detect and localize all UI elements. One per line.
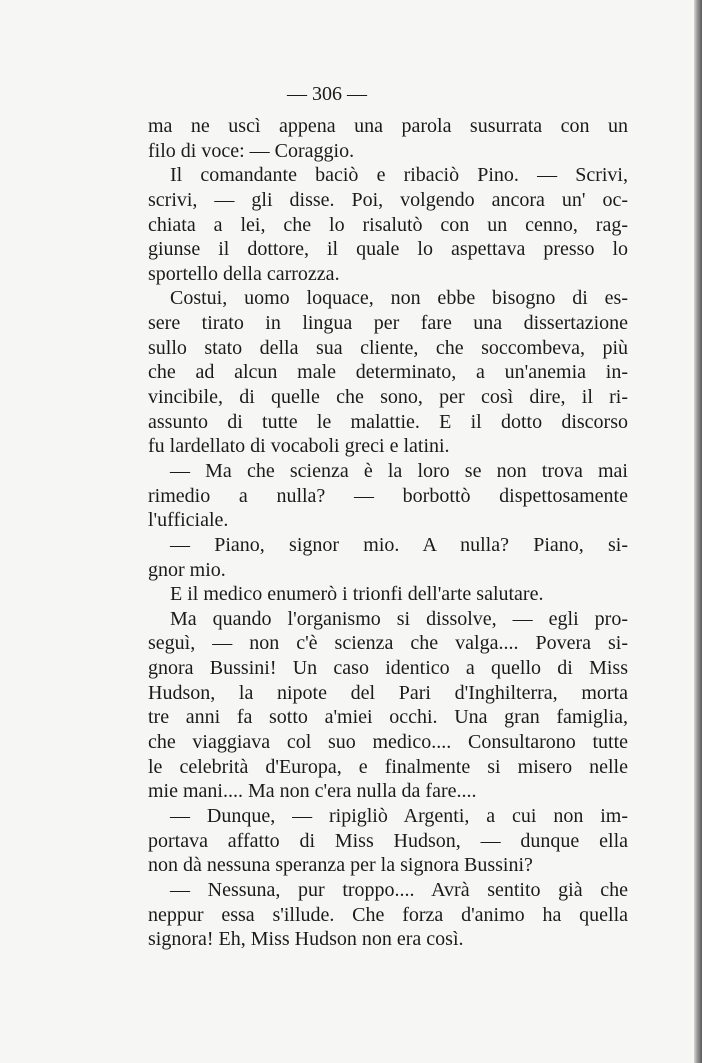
text-line: — Piano, signor mio. A nulla? Piano, si- bbox=[170, 533, 628, 556]
text-line: rimedio a nulla? — borbottò dispettosamente bbox=[148, 484, 628, 507]
text-line: giunse il dottore, il quale lo aspettava presso lo bbox=[148, 238, 628, 261]
text-line: sullo stato della sua cliente, che soccombeva, più bbox=[148, 336, 628, 359]
text-line: Il comandante baciò e ribaciò Pino. — Scrivi, bbox=[170, 164, 628, 187]
paragraph bbox=[148, 286, 628, 458]
text-line: l'ufficiale. bbox=[148, 509, 229, 532]
text-line: sere tirato in lingua per fare una dissertazione bbox=[148, 312, 628, 335]
text-line: mie mani.... Ma non c'era nulla da fare.... bbox=[148, 780, 477, 803]
text-line: scrivi, — gli disse. Poi, volgendo ancora un' oc- bbox=[148, 188, 628, 211]
text-line: E il medico enumerò i trionfi dell'arte salutare. bbox=[170, 583, 544, 606]
text-line: seguì, — non c'è scienza che valga.... Povera si- bbox=[148, 632, 628, 655]
paragraph bbox=[148, 459, 628, 533]
paragraph bbox=[148, 533, 628, 582]
page-edge-shadow bbox=[694, 0, 702, 1063]
text-line: le celebrità d'Europa, e finalmente si misero nelle bbox=[148, 755, 628, 778]
text-line: fu lardellato di vocaboli greci e latini. bbox=[148, 435, 450, 458]
text-line: Hudson, la nipote del Pari d'Inghilterra, morta bbox=[148, 681, 628, 704]
text-line: Costui, uomo loquace, non ebbe bisogno di es- bbox=[170, 287, 628, 310]
text-line: ma ne uscì appena una parola susurrata con un bbox=[148, 115, 628, 137]
text-line: — Ma che scienza è la loro se non trova mai bbox=[170, 459, 628, 482]
text-line: filo di voce: — Coraggio. bbox=[148, 139, 355, 162]
text-line: tre anni fa sotto a'miei occhi. Una gran famiglia, bbox=[148, 706, 628, 729]
paragraph bbox=[148, 878, 628, 952]
text-line: chiata a lei, che lo risalutò con un cenno, rag- bbox=[148, 213, 628, 236]
text-line: Ma quando l'organismo si dissolve, — egli pro- bbox=[170, 607, 628, 630]
paragraph bbox=[148, 114, 628, 163]
text-line: gnor mio. bbox=[148, 558, 226, 581]
text-line: che ad alcun male determinato, a un'anemia in- bbox=[148, 361, 628, 384]
text-line: sportello della carrozza. bbox=[148, 262, 340, 285]
page-text bbox=[148, 114, 628, 952]
paragraph bbox=[148, 607, 628, 804]
text-line: che viaggiava col suo medico.... Consultarono tutte bbox=[148, 731, 628, 754]
page-number: — 306 — bbox=[287, 83, 367, 105]
paragraph bbox=[148, 163, 628, 286]
paragraph bbox=[148, 582, 628, 607]
paragraph bbox=[148, 804, 628, 878]
text-line: neppur essa s'illude. Che forza d'animo ha quella bbox=[148, 903, 628, 926]
text-line: — Dunque, — ripigliò Argenti, a cui non im- bbox=[170, 804, 628, 827]
text-line: — Nessuna, pur troppo.... Avrà sentito già che bbox=[170, 878, 628, 901]
text-line: assunto di tutte le malattie. E il dotto discorso bbox=[148, 410, 628, 433]
text-line: gnora Bussini! Un caso identico a quello di Miss bbox=[148, 657, 628, 680]
text-line: vincibile, di quelle che sono, per così dire, il ri- bbox=[148, 386, 628, 409]
text-line: non dà nessuna speranza per la signora Bussini? bbox=[148, 854, 533, 877]
text-line: signora! Eh, Miss Hudson non era così. bbox=[148, 928, 464, 951]
text-line: portava affatto di Miss Hudson, — dunque ella bbox=[148, 829, 628, 852]
